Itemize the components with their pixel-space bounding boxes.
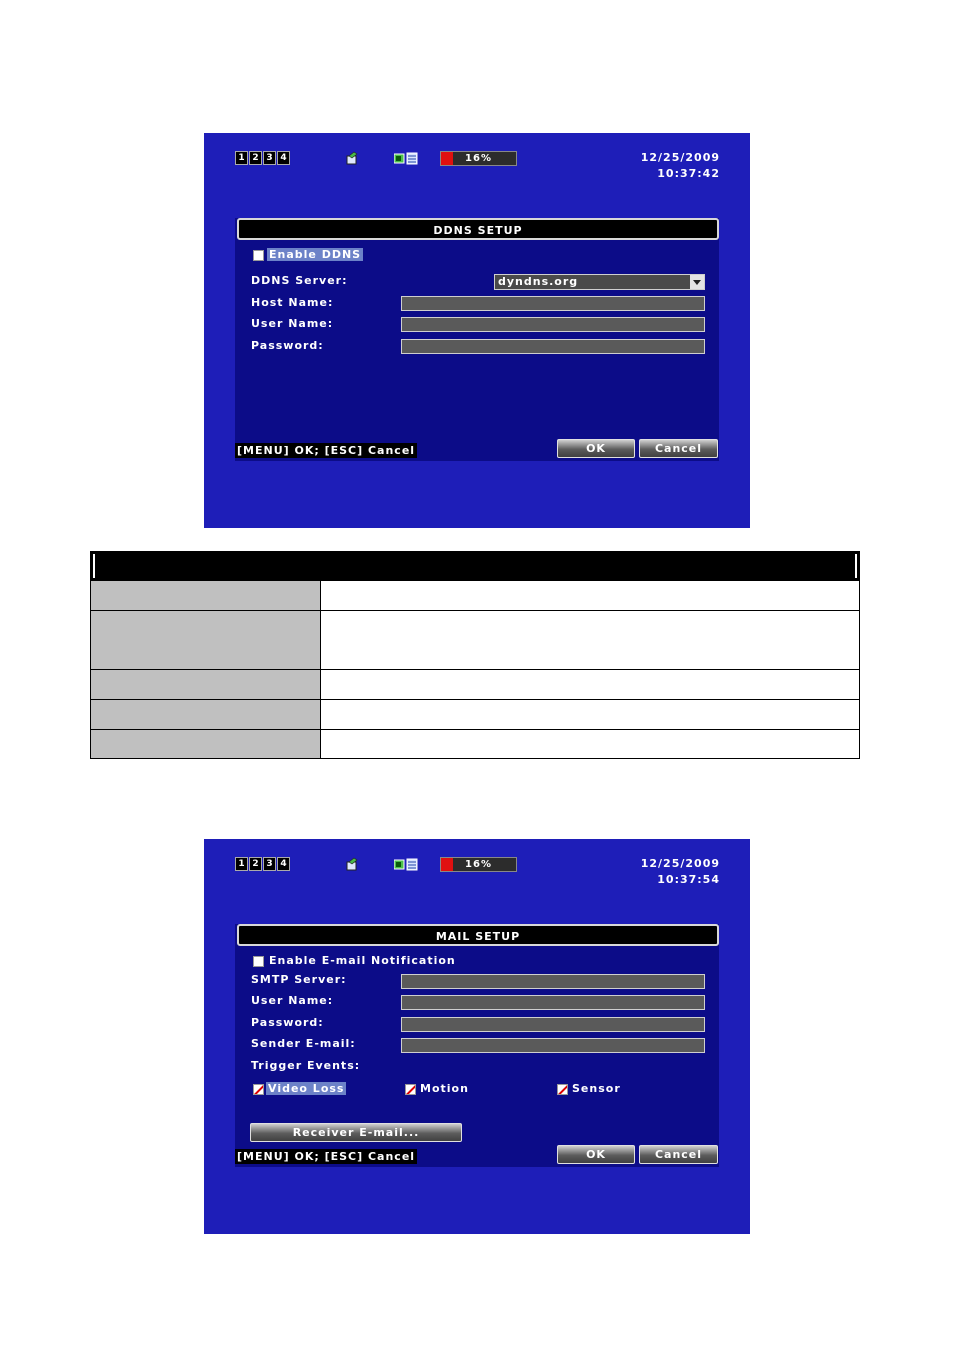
table-header — [90, 551, 860, 581]
table-cell-label — [91, 611, 321, 669]
trigger-events-label: Trigger Events: — [251, 1059, 361, 1072]
hdd-usage-bar — [440, 151, 517, 166]
cancel-button[interactable]: Cancel — [639, 439, 718, 458]
table-row — [90, 581, 860, 611]
hdd-usage-bar — [440, 857, 517, 872]
channel-2-indicator[interactable]: 2 — [249, 151, 262, 165]
hdd-usage-label: 16% — [465, 859, 492, 870]
key-hint: [MENU] OK; [ESC] Cancel — [237, 1150, 416, 1163]
password-label: Password: — [251, 339, 324, 352]
motion-checkbox[interactable] — [405, 1084, 416, 1095]
table-cell-label — [91, 700, 321, 729]
sensor-label[interactable]: Sensor — [572, 1082, 621, 1095]
host-name-field[interactable] — [401, 296, 705, 311]
channel-3-indicator[interactable]: 3 — [263, 151, 276, 165]
user-name-label: User Name: — [251, 317, 334, 330]
user-name-field[interactable] — [401, 995, 705, 1010]
sender-email-label: Sender E-mail: — [251, 1037, 356, 1050]
channel-1-indicator[interactable]: 1 — [235, 151, 248, 165]
video-loss-checkbox[interactable] — [253, 1084, 264, 1095]
ok-button[interactable]: OK — [557, 1145, 635, 1164]
smtp-server-label: SMTP Server: — [251, 973, 347, 986]
datetime — [641, 150, 720, 182]
date-label: 12/25/2009 — [640, 857, 720, 870]
panel-title: MAIL SETUP — [237, 924, 719, 946]
table-row — [90, 730, 860, 759]
password-field[interactable] — [401, 339, 705, 354]
table-cell-label — [91, 670, 321, 699]
enable-email-checkbox[interactable] — [253, 956, 264, 967]
user-name-field[interactable] — [401, 317, 705, 332]
network-icon — [345, 857, 359, 871]
channel-indicators — [235, 151, 290, 165]
table-cell-value — [321, 700, 859, 729]
ddns-server-label: DDNS Server: — [251, 274, 348, 287]
ddns-setup-panel — [235, 218, 719, 461]
receiver-email-button[interactable]: Receiver E-mail... — [250, 1123, 462, 1142]
datetime — [641, 856, 720, 888]
record-status-icon — [394, 858, 418, 871]
enable-ddns-checkbox[interactable] — [253, 250, 264, 261]
user-name-label: User Name: — [251, 994, 334, 1007]
table-cell-value — [321, 730, 859, 758]
host-name-label: Host Name: — [251, 296, 334, 309]
table-row — [90, 700, 860, 730]
table-cell-label — [91, 581, 321, 610]
channel-3-indicator[interactable]: 3 — [263, 857, 276, 871]
table-row — [90, 670, 860, 700]
sender-email-field[interactable] — [401, 1038, 705, 1053]
sensor-checkbox[interactable] — [557, 1084, 568, 1095]
record-status-icon — [394, 152, 418, 165]
channel-indicators — [235, 857, 290, 871]
network-icon — [345, 151, 359, 165]
ok-button[interactable]: OK — [557, 439, 635, 458]
motion-label[interactable]: Motion — [420, 1082, 469, 1095]
smtp-server-field[interactable] — [401, 974, 705, 989]
key-hint: [MENU] OK; [ESC] Cancel — [237, 444, 416, 457]
hdd-usage-label: 16% — [465, 153, 492, 164]
table-cell-value — [321, 611, 859, 669]
time-label: 10:37:42 — [657, 167, 720, 180]
channel-1-indicator[interactable]: 1 — [235, 857, 248, 871]
channel-2-indicator[interactable]: 2 — [249, 857, 262, 871]
table-cell-label — [91, 730, 321, 758]
video-loss-label[interactable]: Video Loss — [268, 1082, 345, 1095]
table-row — [90, 611, 860, 670]
table-cell-value — [321, 670, 859, 699]
chevron-down-icon[interactable] — [690, 275, 704, 289]
ddns-server-value: dyndns.org — [498, 275, 579, 288]
mail-setup-screen — [204, 839, 750, 1234]
ddns-setup-screen — [204, 133, 750, 528]
password-field[interactable] — [401, 1017, 705, 1032]
cancel-button[interactable]: Cancel — [639, 1145, 718, 1164]
channel-4-indicator[interactable]: 4 — [277, 151, 290, 165]
enable-email-label[interactable]: Enable E-mail Notification — [269, 954, 456, 967]
time-label: 10:37:54 — [657, 873, 720, 886]
enable-ddns-label[interactable]: Enable DDNS — [269, 248, 362, 261]
panel-title: DDNS SETUP — [237, 218, 719, 240]
channel-4-indicator[interactable]: 4 — [277, 857, 290, 871]
ddns-server-select[interactable] — [494, 274, 705, 290]
password-label: Password: — [251, 1016, 324, 1029]
date-label: 12/25/2009 — [640, 151, 720, 164]
table-cell-value — [321, 581, 859, 610]
mail-setup-panel — [235, 924, 719, 1167]
